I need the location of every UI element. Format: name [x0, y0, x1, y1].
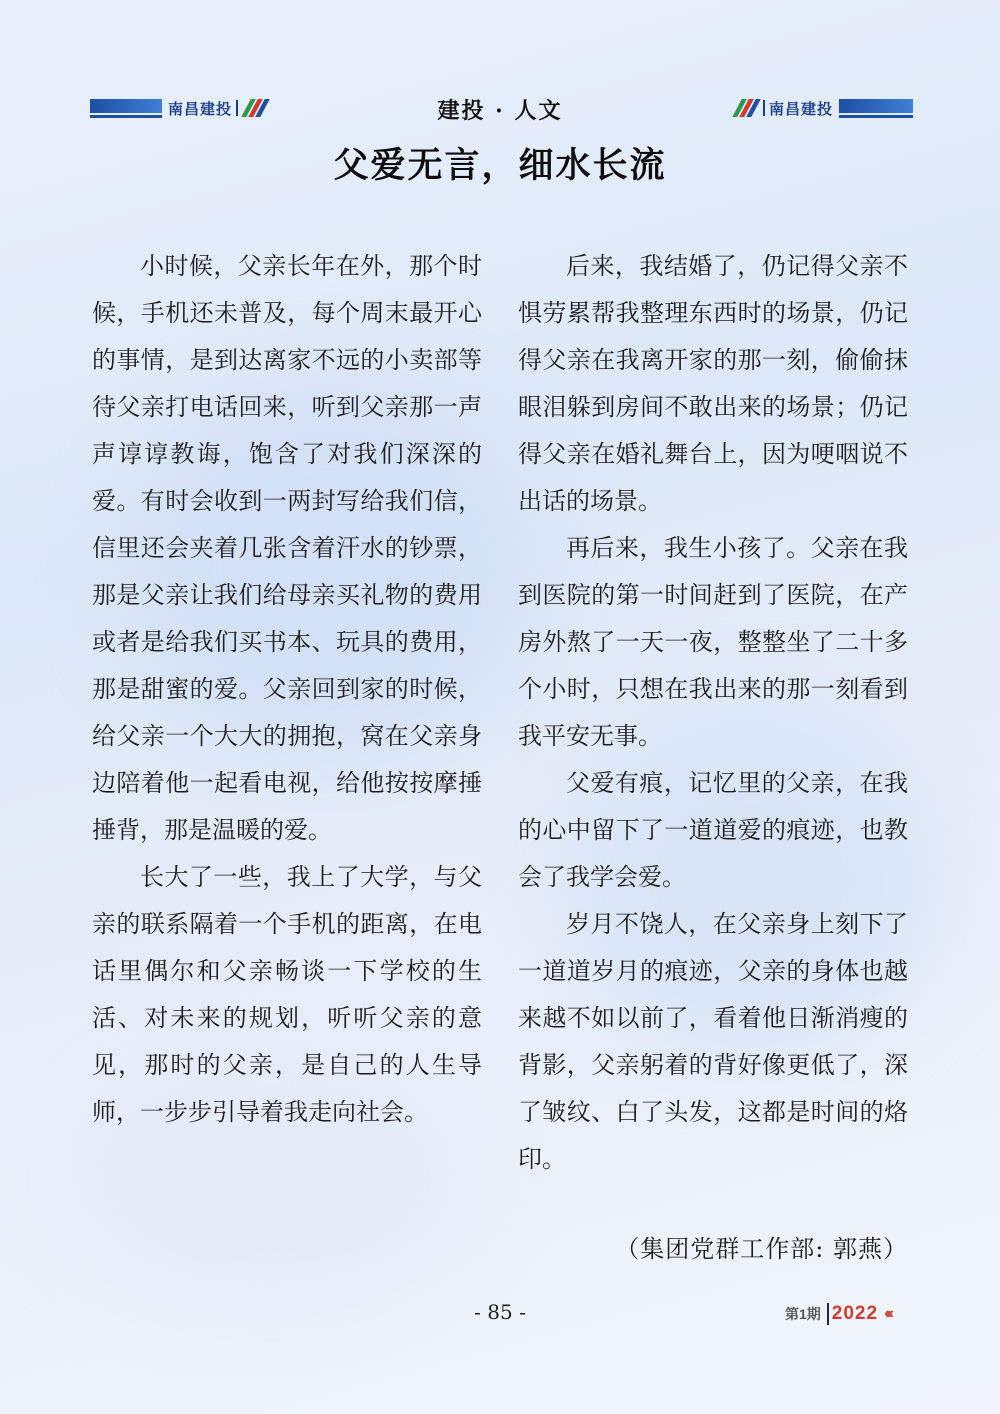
paragraph: 岁月不饶人，在父亲身上刻下了一道道岁月的痕迹，父亲的身体也越来越不如以前了，看着他日渐消瘦的背影，父亲躬着的背好像更低了，深了皱纹、白了头发，这都是时间的烙印。 [518, 910, 908, 1173]
paragraph: 再后来，我生小孩了。父亲在我到医院的第一时间赶到了医院，在产房外熬了一天一夜，整整坐了二十多个小时，只想在我出来的那一刻看到我平安无事。 [518, 534, 908, 750]
header-logo-right [735, 92, 913, 124]
page-number: - 85 - [474, 1300, 526, 1324]
article-title: 父爱无言，细水长流 [333, 145, 667, 186]
logo-text: 南昌建投 [769, 100, 834, 118]
nanchang-logo-icon [735, 97, 759, 119]
article-column-right [518, 243, 908, 1183]
brand-stripe-thin [839, 115, 913, 118]
issue-label: 第1期 [785, 1306, 821, 1322]
paragraph: 长大了一些，我上了大学，与父亲的联系隔着一个手机的距离，在电话里偶尔和父亲畅谈一下学校的生活、对未来的规划，听听父亲的意见，那时的父亲，是自己的人生导师，一步步引导着我走向社会。 [92, 863, 482, 1126]
section-label: 建投 · 人文 [437, 98, 563, 124]
issue-badge [785, 1303, 891, 1325]
logo-divider [763, 100, 765, 116]
brand-stripe [839, 99, 913, 113]
chevron-left-icon: ‹‹‹ [884, 1305, 892, 1322]
author-signature: （集团党群工作部: 郭燕） [615, 1235, 908, 1263]
logo-text: 南昌建投 [167, 100, 232, 118]
paragraph: 小时候，父亲长年在外，那个时候，手机还未普及，每个周末最开心的事情，是到达离家不远的小卖部等待父亲打电话回来，听到父亲那一声声谆谆教诲，饱含了对我们深深的爱。有时会收到一两封写给我们信，信里还会夹着几张含着汗水的钞票，那是父亲让我们给母亲买礼物的费用或者是给我们买书本、玩具的费用，那是甜蜜的爱。父亲回到家的时候，给父亲一个大大的拥抱，窝在父亲身边陪着他一起看电视，给他按按摩捶捶背，那是温暖的爱。 [92, 252, 482, 844]
article-column-left [92, 243, 482, 1136]
paragraph: 后来，我结婚了，仍记得父亲不惧劳累帮我整理东西时的场景，仍记得父亲在我离开家的那一刻，偷偷抹眼泪躲到房间不敢出来的场景；仍记得父亲在婚礼舞台上，因为哽咽说不出话的场景。 [518, 252, 908, 515]
issue-year: 2022 [827, 1303, 878, 1325]
paragraph: 父爱有痕，记忆里的父亲，在我的心中留下了一道道爱的痕迹，也教会了我学会爱。 [518, 769, 908, 891]
